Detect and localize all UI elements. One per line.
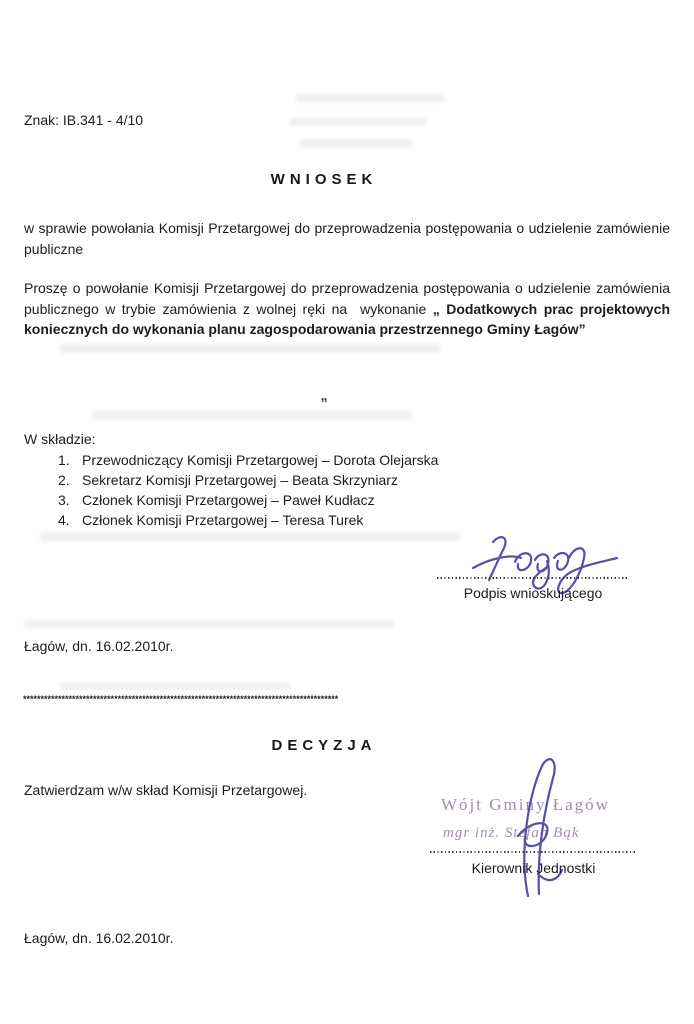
bleed-through-artifact	[296, 94, 444, 103]
reference-number: Znak: IB.341 - 4/10	[24, 112, 144, 128]
head-signature-label: Kierownik Jednostki	[471, 860, 596, 876]
head-signature-scribble	[498, 756, 588, 901]
stray-quote-mark: „	[320, 387, 328, 403]
decision-approval-text: Zatwierdzam w/w skład Komisji Przetargowej.	[24, 782, 308, 798]
member-text: Członek Komisji Przetargowej – Paweł Kudłacz	[82, 492, 375, 508]
request-body	[24, 278, 674, 340]
bleed-through-artifact	[60, 682, 290, 690]
request-body-regular: Proszę o powołanie Komisji Przetargowej do przeprowadzenia postępowania o udzielenie zamówienia publicznego w trybie zamówienia z wolnej ręki na wykonanie	[24, 280, 674, 317]
member-text: Członek Komisji Przetargowej – Teresa Turek	[82, 512, 364, 528]
head-signature-line	[430, 851, 637, 853]
member-text: Sekretarz Komisji Przetargowej – Beata Skrzyniarz	[82, 472, 398, 488]
decision-date: Łagów, dn. 16.02.2010r.	[24, 930, 174, 946]
member-number: 3.	[58, 492, 70, 508]
decision-title: DECYZJA	[271, 737, 377, 754]
request-title: WNIOSEK	[270, 171, 378, 188]
stamp-name-line: mgr inż. Stefan Bąk	[443, 825, 580, 841]
committee-member-row	[58, 450, 618, 470]
request-date: Łagów, dn. 16.02.2010r.	[24, 638, 174, 654]
composition-heading: W składzie:	[24, 431, 96, 447]
committee-member-list	[58, 450, 618, 530]
request-subject: w sprawie powołania Komisji Przetargowej do przeprowadzenia postępowania o udzielenie zamówienie publiczne	[24, 220, 674, 257]
member-number: 1.	[58, 452, 70, 468]
bleed-through-artifact	[290, 117, 426, 126]
bleed-through-artifact	[40, 532, 460, 541]
applicant-signature-line	[437, 577, 629, 579]
applicant-signature-label: Podpis wnioskującego	[463, 585, 603, 601]
bleed-through-artifact	[60, 344, 440, 353]
stamp-office-line: Wójt Gminy Łagów	[441, 795, 610, 814]
section-separator: ******************************************************************************************	[23, 694, 339, 704]
bleed-through-artifact	[24, 620, 394, 628]
bleed-through-artifact	[92, 410, 412, 420]
member-number: 4.	[58, 512, 70, 528]
request-body-bold: „ Dodatkowych prac projektowych koniecznych do wykonania planu zagospodarowania przestrzennego Gminy Łagów”	[24, 300, 674, 337]
committee-member-row	[58, 490, 618, 510]
bleed-through-artifact	[300, 139, 412, 148]
member-number: 2.	[58, 472, 70, 488]
committee-member-row	[58, 510, 618, 530]
committee-member-row	[58, 470, 618, 490]
member-text: Przewodniczący Komisji Przetargowej – Dorota Olejarska	[82, 452, 439, 468]
